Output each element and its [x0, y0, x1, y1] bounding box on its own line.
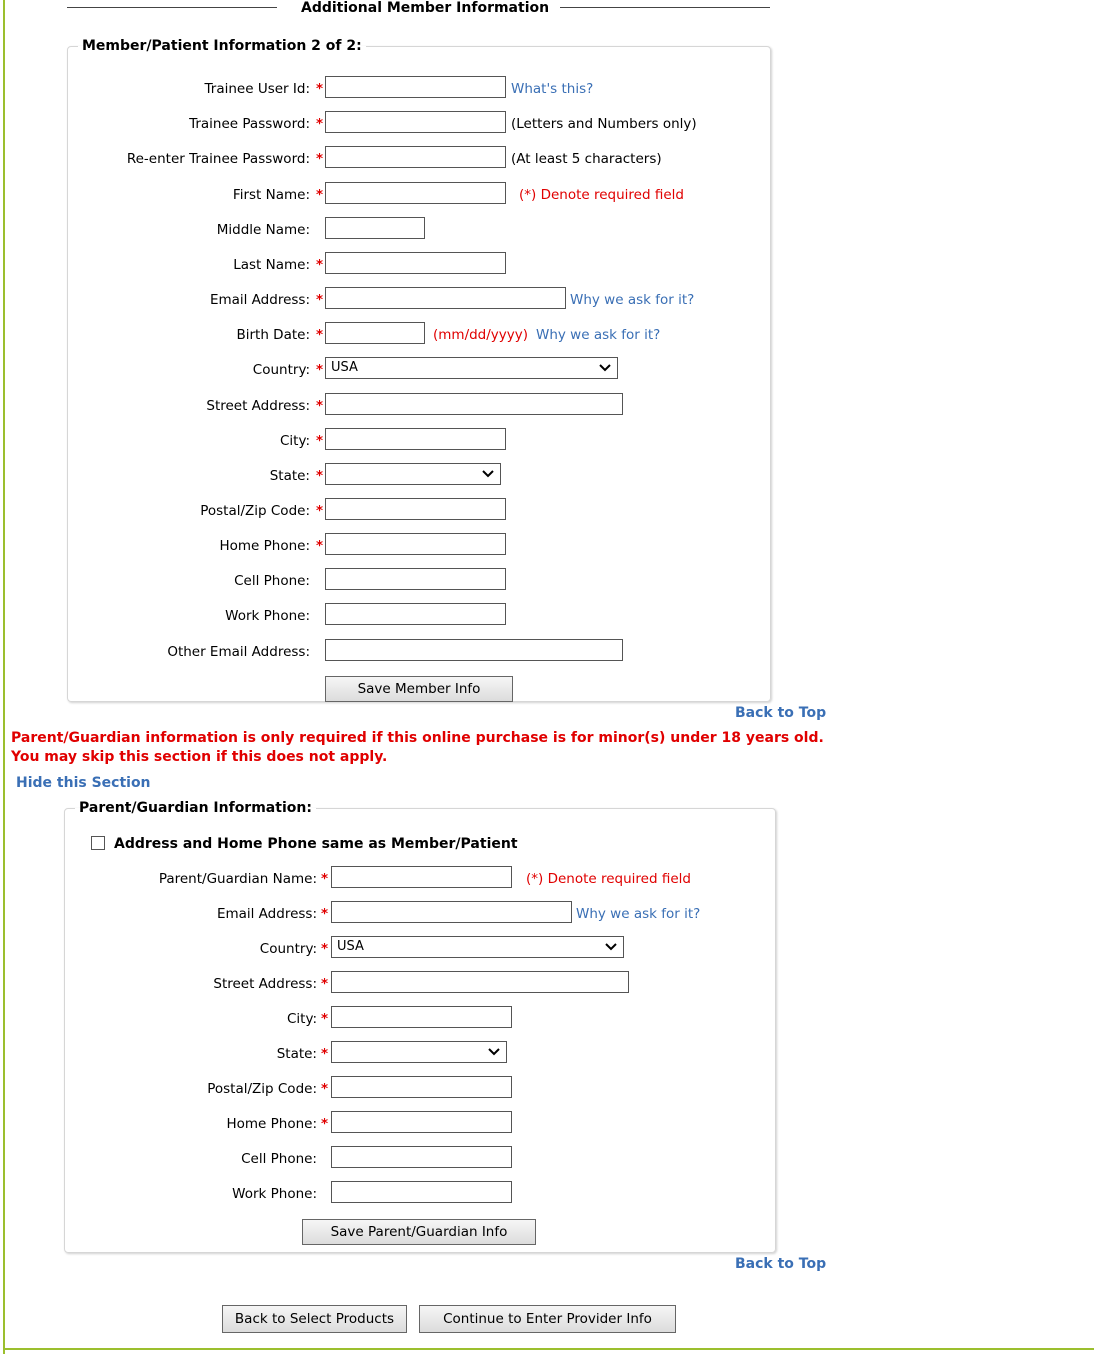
back-to-top-link-bottom[interactable]: Back to Top — [735, 1256, 827, 1272]
birth-date-input[interactable] — [325, 322, 425, 344]
city-input[interactable] — [325, 428, 506, 450]
country-label: Country: — [252, 362, 310, 378]
same-as-member-checkbox[interactable] — [91, 836, 105, 850]
guardian-street-row — [65, 971, 775, 997]
password-hint: (Letters and Numbers only) — [511, 116, 697, 132]
email-input[interactable] — [325, 287, 566, 309]
state-label: State: — [269, 468, 310, 484]
guardian-home-phone-label: Home Phone: — [226, 1116, 317, 1132]
guardian-postal-input[interactable] — [331, 1076, 512, 1098]
guardian-city-label: City: — [286, 1011, 317, 1027]
required-asterisk: * — [321, 941, 329, 957]
work-phone-input[interactable] — [325, 603, 506, 625]
middle-name-row — [68, 217, 770, 243]
guardian-work-phone-input[interactable] — [331, 1181, 512, 1203]
required-field-note: (*) Denote required field — [526, 871, 691, 887]
header-rule-left — [67, 7, 277, 8]
guardian-cell-phone-input[interactable] — [331, 1146, 512, 1168]
page-frame-bottom-border — [3, 1348, 1094, 1350]
first-name-row — [68, 182, 770, 208]
postal-input[interactable] — [325, 498, 506, 520]
chevron-down-icon — [605, 943, 617, 951]
required-asterisk: * — [316, 327, 324, 343]
required-field-note: (*) Denote required field — [519, 187, 684, 203]
trainee-user-id-input[interactable] — [325, 76, 506, 98]
required-asterisk: * — [316, 433, 324, 449]
required-asterisk: * — [316, 116, 324, 132]
continue-to-provider-info-button[interactable]: Continue to Enter Provider Info — [419, 1305, 676, 1333]
guardian-street-label: Street Address: — [213, 976, 317, 992]
required-asterisk: * — [316, 468, 324, 484]
reenter-password-row — [68, 146, 770, 172]
required-asterisk: * — [316, 362, 324, 378]
guardian-email-label: Email Address: — [216, 906, 317, 922]
country-select[interactable] — [325, 357, 618, 379]
other-email-label: Other Email Address: — [167, 644, 310, 660]
birth-date-label: Birth Date: — [236, 327, 310, 343]
guardian-cell-phone-label: Cell Phone: — [241, 1151, 317, 1167]
cell-phone-row — [68, 568, 770, 594]
required-asterisk: * — [316, 257, 324, 273]
last-name-label: Last Name: — [233, 257, 310, 273]
guardian-postal-label: Postal/Zip Code: — [207, 1081, 317, 1097]
guardian-info-fieldset — [64, 800, 776, 1253]
street-row — [68, 393, 770, 419]
guardian-state-row — [65, 1041, 775, 1067]
street-label: Street Address: — [206, 398, 310, 414]
home-phone-input[interactable] — [325, 533, 506, 555]
required-asterisk: * — [321, 1011, 329, 1027]
cell-phone-label: Cell Phone: — [234, 573, 310, 589]
guardian-city-row — [65, 1006, 775, 1032]
guardian-name-input[interactable] — [331, 866, 512, 888]
guardian-notice: Parent/Guardian information is only required if this online purchase is for minor(s) under 18 years old. You may skip this section if this does not apply. — [11, 730, 824, 765]
postal-row — [68, 498, 770, 524]
required-asterisk: * — [321, 871, 329, 887]
guardian-work-phone-row — [65, 1181, 775, 1207]
email-row — [68, 287, 770, 313]
state-row — [68, 463, 770, 489]
other-email-input[interactable] — [325, 639, 623, 661]
required-asterisk: * — [316, 503, 324, 519]
guardian-street-input[interactable] — [331, 971, 629, 993]
save-guardian-info-button[interactable]: Save Parent/Guardian Info — [302, 1219, 536, 1245]
hide-section-link[interactable]: Hide this Section — [16, 775, 151, 791]
birth-date-format: (mm/dd/yyyy) — [433, 327, 529, 343]
last-name-input[interactable] — [325, 252, 506, 274]
birth-date-row — [68, 322, 770, 348]
email-label: Email Address: — [209, 292, 310, 308]
reenter-password-input[interactable] — [325, 146, 506, 168]
guardian-city-input[interactable] — [331, 1006, 512, 1028]
member-info-legend: Member/Patient Information 2 of 2: — [82, 38, 362, 54]
same-as-member-label: Address and Home Phone same as Member/Patient — [114, 836, 518, 852]
middle-name-label: Middle Name: — [216, 222, 310, 238]
guardian-work-phone-label: Work Phone: — [232, 1186, 317, 1202]
cell-phone-input[interactable] — [325, 568, 506, 590]
other-email-row — [68, 639, 770, 665]
required-asterisk: * — [316, 81, 324, 97]
middle-name-input[interactable] — [325, 217, 425, 239]
trainee-user-id-row — [68, 76, 770, 102]
required-asterisk: * — [321, 906, 329, 922]
city-label: City: — [279, 433, 310, 449]
guardian-country-select[interactable] — [331, 936, 624, 958]
required-asterisk: * — [321, 1116, 329, 1132]
trainee-user-id-label: Trainee User Id: — [204, 81, 310, 97]
state-select[interactable] — [325, 463, 501, 485]
section-title: Additional Member Information — [301, 0, 550, 16]
trainee-password-label: Trainee Password: — [189, 116, 310, 132]
password-length-hint: (At least 5 characters) — [511, 151, 662, 167]
back-to-top-link[interactable]: Back to Top — [735, 705, 827, 721]
home-phone-label: Home Phone: — [219, 538, 310, 554]
guardian-country-selected-value: USA — [337, 939, 364, 954]
last-name-row — [68, 252, 770, 278]
guardian-email-row — [65, 901, 775, 927]
country-selected-value: USA — [331, 360, 358, 375]
work-phone-row — [68, 603, 770, 629]
guardian-home-phone-input[interactable] — [331, 1111, 512, 1133]
guardian-email-why-link[interactable]: Why we ask for it? — [576, 906, 701, 922]
guardian-email-input[interactable] — [331, 901, 572, 923]
whats-this-link[interactable]: What's this? — [511, 81, 594, 97]
guardian-state-select[interactable] — [331, 1041, 507, 1063]
guardian-state-label: State: — [276, 1046, 317, 1062]
save-member-info-button[interactable]: Save Member Info — [325, 676, 513, 702]
postal-label: Postal/Zip Code: — [200, 503, 310, 519]
required-asterisk: * — [316, 398, 324, 414]
street-input[interactable] — [325, 393, 623, 415]
required-asterisk: * — [321, 1046, 329, 1062]
guardian-name-row — [65, 866, 775, 892]
guardian-info-legend: Parent/Guardian Information: — [79, 800, 312, 816]
required-asterisk: * — [321, 976, 329, 992]
email-why-link[interactable]: Why we ask for it? — [570, 292, 695, 308]
guardian-country-row — [65, 936, 775, 962]
page-frame-left-border — [3, 0, 5, 1354]
back-to-select-products-button[interactable]: Back to Select Products — [222, 1305, 407, 1333]
member-info-fieldset — [67, 38, 771, 702]
required-asterisk: * — [316, 538, 324, 554]
chevron-down-icon — [488, 1048, 500, 1056]
country-row — [68, 357, 770, 383]
chevron-down-icon — [482, 470, 494, 478]
guardian-home-phone-row — [65, 1111, 775, 1137]
guardian-postal-row — [65, 1076, 775, 1102]
reenter-password-label: Re-enter Trainee Password: — [126, 151, 310, 167]
trainee-password-input[interactable] — [325, 111, 506, 133]
birth-date-why-link[interactable]: Why we ask for it? — [536, 327, 661, 343]
guardian-name-label: Parent/Guardian Name: — [158, 871, 317, 887]
first-name-label: First Name: — [232, 187, 310, 203]
city-row — [68, 428, 770, 454]
chevron-down-icon — [599, 364, 611, 372]
work-phone-label: Work Phone: — [225, 608, 310, 624]
guardian-country-label: Country: — [259, 941, 317, 957]
trainee-password-row — [68, 111, 770, 137]
required-asterisk: * — [316, 292, 324, 308]
required-asterisk: * — [316, 151, 324, 167]
required-asterisk: * — [316, 187, 324, 203]
required-asterisk: * — [321, 1081, 329, 1097]
first-name-input[interactable] — [325, 182, 506, 204]
header-rule-right — [560, 7, 770, 8]
guardian-cell-phone-row — [65, 1146, 775, 1172]
home-phone-row — [68, 533, 770, 559]
